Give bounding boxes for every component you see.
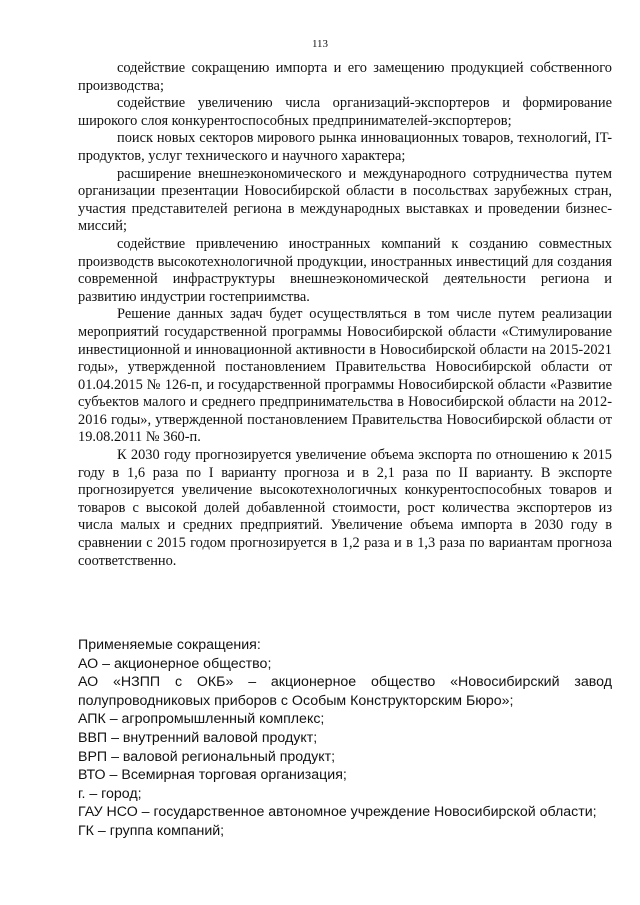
- abbreviations-heading: Применяемые сокращения:: [78, 637, 261, 653]
- abbreviation-item: ВТО – Всемирная торговая организация;: [78, 767, 347, 784]
- abbreviation-item: ВВП – внутренний валовой продукт;: [78, 729, 318, 746]
- abbreviation-item: АО – акционерное общество;: [78, 655, 272, 672]
- abbreviation-item: ГАУ НСО – государственное автономное учреждение Новосибирской области;: [78, 804, 597, 821]
- paragraph: К 2030 году прогнозируется увеличение объема экспорта по отношению к 2015 году в 1,6 раза по I варианту прогноза и в 2,1 раза по II варианту. В экспорте прогнозируется увеличение высокотехнологичных конкурентоспособных товаров и товаров с высокой долей добавленной стоимости, рост количества экспортеров из числа малых и средних предприятий. Увеличение объема импорта в 2030 году в сравнении с 2015 годом прогнозируется в 1,2 раза и в 1,3 раза по вариантам прогноза соответственно.: [78, 447, 612, 569]
- body-text: [78, 60, 612, 570]
- abbreviation-item: АО «НЗПП с ОКБ» – акционерное общество «Новосибирский завод полупроводниковых приборов с Особым Конструкторским Бюро»;: [78, 674, 612, 709]
- paragraph: Решение данных задач будет осуществляться в том числе путем реализации мероприятий государственной программы Новосибирской области «Стимулирование инвестиционной и инновационной активности в Новосибирской области на 2015-2021 годы», утвержденной постановлением Правительства Новосибирской области от 01.04.2015 № 126-п, и государственной программы Новосибирской области «Развитие субъектов малого и среднего предпринимательства в Новосибирской области на 2012-2016 годы», утвержденной постановлением Правительства Новосибирской области от 19.08.2011 № 360-п.: [78, 306, 612, 446]
- page-number: 113: [311, 38, 329, 50]
- abbreviation-item: АПК – агропромышленный комплекс;: [78, 711, 325, 728]
- abbreviation-item: г. – город;: [78, 785, 142, 802]
- paragraph: содействие сокращению импорта и его замещению продукцией собственного производства;: [78, 60, 612, 94]
- paragraph: расширение внешнеэкономического и международного сотрудничества путем организации презентации Новосибирской области в посольствах зарубежных стран, участия представителей региона в международных выставках и проведении бизнес-миссий;: [78, 165, 612, 235]
- abbreviations-list: [78, 636, 612, 841]
- abbreviation-item: ГК – группа компаний;: [78, 822, 225, 839]
- paragraph: поиск новых секторов мирового рынка инновационных товаров, технологий, IT-продуктов, услуг технического и научного характера;: [78, 130, 612, 164]
- paragraph: содействие привлечению иностранных компаний к созданию совместных производств высокотехнологичной продукции, иностранных инвестиций для создания современной инфраструктуры внешнеэкономической деятельности региона и развитию индустрии гостеприимства.: [78, 235, 612, 305]
- paragraph: содействие увеличению числа организаций-экспортеров и формирование широкого слоя конкурентоспособных предпринимателей-экспортеров;: [78, 95, 612, 129]
- abbreviation-item: ВРП – валовой региональный продукт;: [78, 748, 336, 765]
